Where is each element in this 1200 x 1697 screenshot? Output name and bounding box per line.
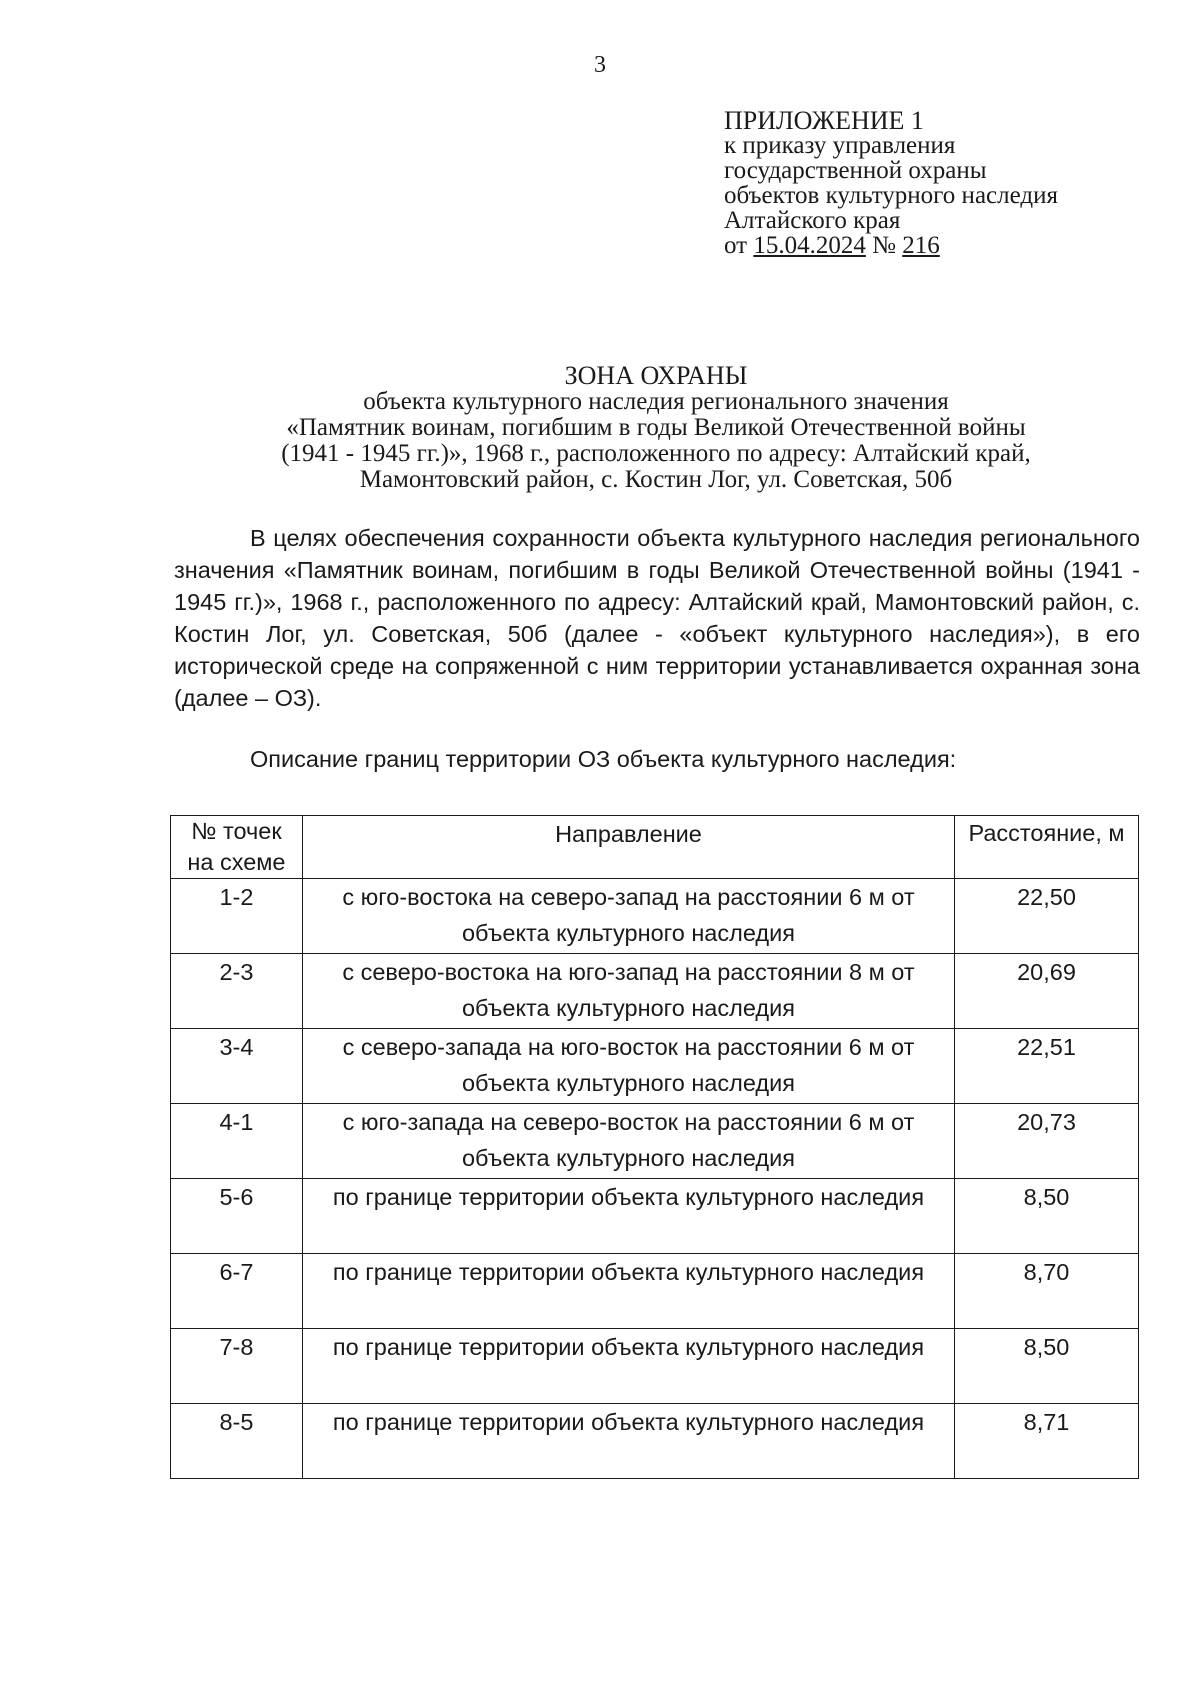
order-number: 216 (902, 232, 940, 259)
number-prefix: № (872, 232, 896, 259)
cell-direction: по границе территории объекта культурного наследия (302, 1404, 954, 1479)
table-row (171, 1029, 1139, 1104)
boundary-table (170, 815, 1139, 1479)
table-row (171, 1329, 1139, 1404)
table-row (171, 1404, 1139, 1479)
appendix-line: объектов культурного наследия (724, 182, 1058, 209)
cell-points: 4-1 (171, 1104, 303, 1179)
header-distance: Расстояние, м (955, 816, 1139, 879)
table-header-row (171, 816, 1139, 879)
cell-points: 6-7 (171, 1254, 303, 1329)
appendix-block (724, 108, 1058, 258)
table-row (171, 879, 1139, 954)
cell-direction: по границе территории объекта культурного наследия (302, 1254, 954, 1329)
cell-direction: с северо-востока на юго-запад на расстоянии 8 м от объекта культурного наследия (302, 954, 954, 1029)
heading-title: ЗОНА ОХРАНЫ (564, 361, 748, 390)
appendix-line: государственной охраны (724, 157, 987, 184)
cell-direction: с юго-запада на северо-восток на расстоянии 6 м от объекта культурного наследия (302, 1104, 954, 1179)
cell-direction: с северо-запада на юго-восток на расстоянии 6 м от объекта культурного наследия (302, 1029, 954, 1104)
date-prefix: от (724, 232, 748, 259)
heading-line: (1941 - 1945 гг.)», 1968 г., расположенного по адресу: Алтайский край, (281, 440, 1031, 467)
table-caption: Описание границ территории ОЗ объекта культурного наследия: (250, 746, 957, 772)
cell-distance: 22,51 (955, 1029, 1139, 1104)
header-direction: Направление (302, 816, 954, 879)
heading-line: объекта культурного наследия регионального значения (363, 388, 949, 415)
cell-points: 7-8 (171, 1329, 303, 1404)
cell-distance: 20,73 (955, 1104, 1139, 1179)
cell-direction: с юго-востока на северо-запад на расстоянии 6 м от объекта культурного наследия (302, 879, 954, 954)
table-row (171, 1179, 1139, 1254)
table-row (171, 1254, 1139, 1329)
cell-points: 2-3 (171, 954, 303, 1029)
table-row (171, 1104, 1139, 1179)
page-number: 3 (594, 52, 606, 78)
appendix-line: к приказу управления (724, 132, 956, 159)
order-date: 15.04.2024 (753, 232, 866, 259)
heading-line: «Памятник воинам, погибшим в годы Великой Отечественной войны (286, 414, 1026, 441)
heading-line: Мамонтовский район, с. Костин Лог, ул. Советская, 50б (359, 466, 953, 493)
cell-points: 1-2 (171, 879, 303, 954)
document-heading (0, 363, 1200, 493)
cell-distance: 8,50 (955, 1329, 1139, 1404)
cell-distance: 8,70 (955, 1254, 1139, 1329)
cell-points: 5-6 (171, 1179, 303, 1254)
table-row (171, 954, 1139, 1029)
appendix-line: Алтайского края (724, 207, 901, 234)
cell-direction: по границе территории объекта культурного наследия (302, 1179, 954, 1254)
cell-distance: 8,50 (955, 1179, 1139, 1254)
body-text: В целях обеспечения сохранности объекта культурного наследия регионального значения «Памятник воинам, погибшим в годы Великой Отечественной войны (1941 - 1945 гг.)», 1968 г., расположенного по адресу: Алтайский край, Мамонтовский район, с. Костин Лог, ул. Советская, 50б (далее - «объект культурного наследия»), в его исторической среде на сопряженной с ним территории устанавливается охранная зона (далее – ОЗ). (174, 525, 1140, 711)
cell-distance: 22,50 (955, 879, 1139, 954)
header-points: № точек на схеме (171, 816, 303, 879)
cell-distance: 20,69 (955, 954, 1139, 1029)
appendix-date-line (724, 233, 1058, 258)
cell-points: 8-5 (171, 1404, 303, 1479)
cell-points: 3-4 (171, 1029, 303, 1104)
cell-direction: по границе территории объекта культурного наследия (302, 1329, 954, 1404)
body-paragraph (174, 522, 1140, 714)
cell-distance: 8,71 (955, 1404, 1139, 1479)
appendix-title: ПРИЛОЖЕНИЕ 1 (724, 106, 924, 135)
